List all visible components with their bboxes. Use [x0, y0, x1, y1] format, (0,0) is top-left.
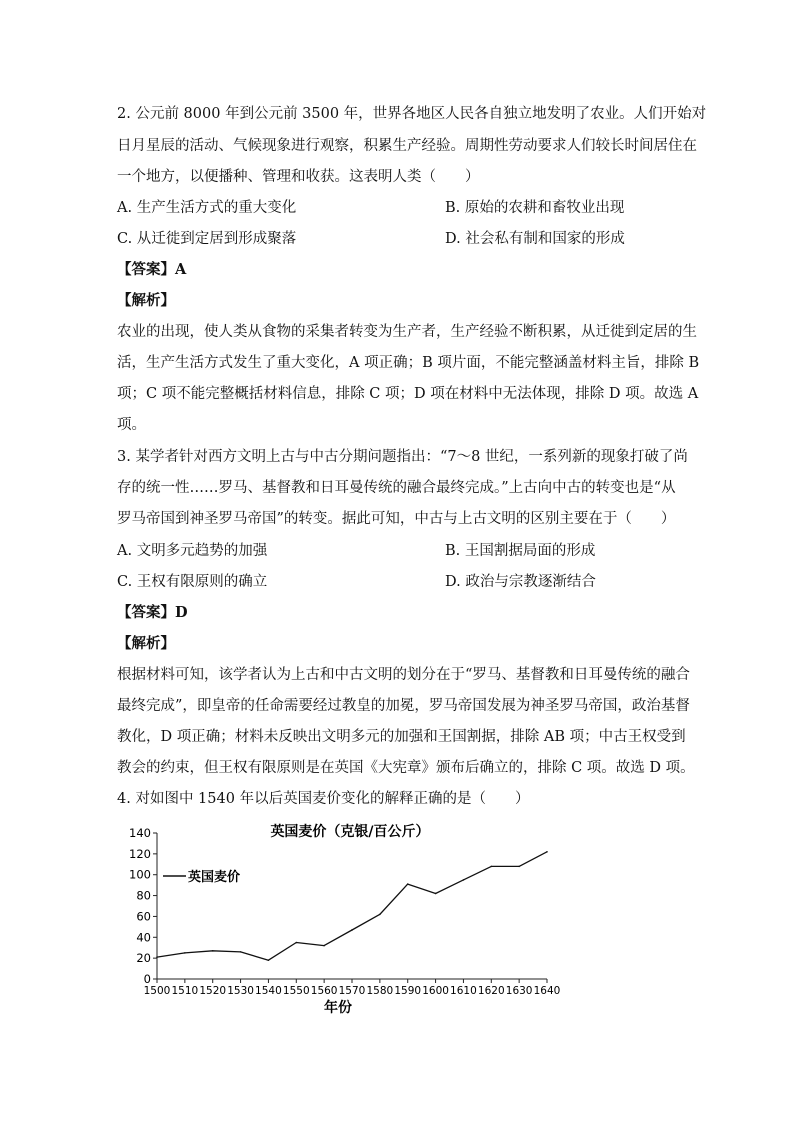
x-tick-label: 1580: [366, 985, 394, 997]
y-axis: [129, 826, 157, 986]
data-point: [435, 893, 437, 895]
data-point: [407, 883, 409, 885]
q2-stem-line-2: 日月星辰的活动、气候现象进行观察，积累生产经验。周期性劳动要求人们较长时间居住在: [117, 138, 697, 154]
q2-analysis-label: 【解析】: [117, 292, 175, 309]
y-tick-label: 40: [136, 930, 151, 945]
data-point: [351, 929, 353, 931]
legend: [163, 869, 240, 885]
q3-answer: 【答案】D: [117, 604, 188, 621]
q2-analysis-line-2: 活，生产生活方式发生了重大变化，A 项正确；B 项片面，不能完整涵盖材料主旨，排除 B: [117, 355, 700, 371]
q3-analysis-line-3: 教化，D 项正确；材料未反映出文明多元的加强和王国割据，排除 AB 项；中古王权受到: [117, 729, 686, 745]
x-tick-label: 1600: [422, 985, 449, 997]
q3-option-c: C. 王权有限原则的确立: [117, 574, 268, 590]
y-tick-label: 100: [129, 867, 151, 882]
x-axis: [144, 979, 561, 997]
x-tick-label: 1640: [533, 985, 561, 997]
data-point: [295, 942, 297, 944]
y-tick-label: 140: [129, 826, 151, 840]
series-line-wheat-price: [157, 852, 547, 960]
data-point: [156, 956, 158, 958]
data-point: [546, 851, 548, 853]
x-tick-label: 1550: [282, 985, 310, 997]
data-point: [379, 914, 381, 916]
q2-analysis-line-4: 项。: [117, 417, 146, 433]
x-tick-label: 1590: [394, 985, 422, 997]
data-point: [240, 951, 242, 953]
q3-analysis-line-1: 根据材料可知，该学者认为上古和中古文明的划分在于“罗马、基督教和日耳曼传统的融合: [117, 667, 690, 683]
q2-stem-line-3: 一个地方，以便播种、管理和收获。这表明人类（ ）: [117, 169, 480, 185]
q2-analysis-line-3: 项；C 项不能完整概括材料信息，排除 C 项；D 项在材料中无法体现，排除 D 项。故选 A: [117, 386, 699, 402]
q3-option-a: A. 文明多元趋势的加强: [117, 543, 268, 559]
data-point: [463, 879, 465, 881]
q2-option-d: D. 社会私有制和国家的形成: [445, 231, 625, 247]
q3-stem-line-3: 罗马帝国到神圣罗马帝国”的转变。据此可知，中古与上古文明的区别主要在于（ ）: [117, 511, 676, 527]
x-tick-label: 1620: [477, 985, 505, 997]
x-tick-label: 1630: [505, 985, 533, 997]
data-point: [184, 952, 186, 954]
q3-analysis-label: 【解析】: [117, 635, 175, 652]
y-tick-label: 120: [129, 846, 151, 861]
data-point: [323, 945, 325, 947]
data-point: [268, 959, 270, 961]
q2-analysis-line-1: 农业的出现，使人类从食物的采集者转变为生产者，生产经验不断积累，从迁徙到定居的生: [117, 324, 697, 340]
y-tick-label: 20: [136, 951, 151, 966]
series-layer: [156, 851, 548, 961]
q3-analysis-line-2: 最终完成”，即皇帝的任命需要经过教皇的加冕，罗马帝国发展为神圣罗马帝国，政治基督: [117, 698, 690, 714]
wheat-price-chart: [110, 818, 570, 1018]
y-tick-label: 80: [136, 888, 151, 903]
x-tick-label: 1540: [255, 985, 282, 997]
y-tick-label: 0: [143, 972, 151, 986]
q3-option-d: D. 政治与宗教逐渐结合: [445, 574, 596, 590]
q3-analysis-line-4: 教会的约束，但王权有限原则是在英国《大宪章》颁布后确立的，排除 C 项。故选 D 项。: [117, 760, 695, 776]
q4-stem: 4. 对如图中 1540 年以后英国麦价变化的解释正确的是（ ）: [117, 791, 530, 807]
x-tick-label: 1530: [227, 985, 254, 997]
q2-answer: 【答案】A: [117, 261, 187, 278]
x-tick-label: 1610: [450, 985, 477, 997]
x-tick-label: 1500: [143, 985, 171, 997]
q2-option-b: B. 原始的农耕和畜牧业出现: [445, 200, 625, 216]
q3-option-b: B. 王国割据局面的形成: [445, 543, 596, 559]
data-point: [518, 866, 520, 868]
y-tick-label: 60: [136, 909, 151, 924]
legend-label: 英国麦价: [188, 870, 241, 885]
x-tick-label: 1560: [310, 985, 338, 997]
q3-stem-line-1: 3. 某学者针对西方文明上古与中古分期问题指出：“7～8 世纪，一系列新的现象打破了尚: [117, 449, 688, 465]
x-axis-title: 年份: [324, 1000, 352, 1016]
data-point: [490, 866, 492, 868]
q2-option-c: C. 从迁徙到定居到形成聚落: [117, 231, 297, 247]
chart-title: 英国麦价（克银/百公斤）: [270, 824, 430, 840]
x-tick-label: 1520: [199, 985, 227, 997]
q3-stem-line-2: 存的统一性……罗马、基督教和日耳曼传统的融合最终完成。”上古向中古的转变也是“从: [117, 480, 676, 496]
data-point: [212, 950, 214, 952]
q2-stem-line-1: 2. 公元前 8000 年到公元前 3500 年，世界各地区人民各自独立地发明了农业。人们开始对: [117, 106, 707, 122]
x-tick-label: 1570: [338, 985, 366, 997]
x-tick-label: 1510: [171, 985, 199, 997]
q2-option-a: A. 生产生活方式的重大变化: [117, 200, 297, 216]
